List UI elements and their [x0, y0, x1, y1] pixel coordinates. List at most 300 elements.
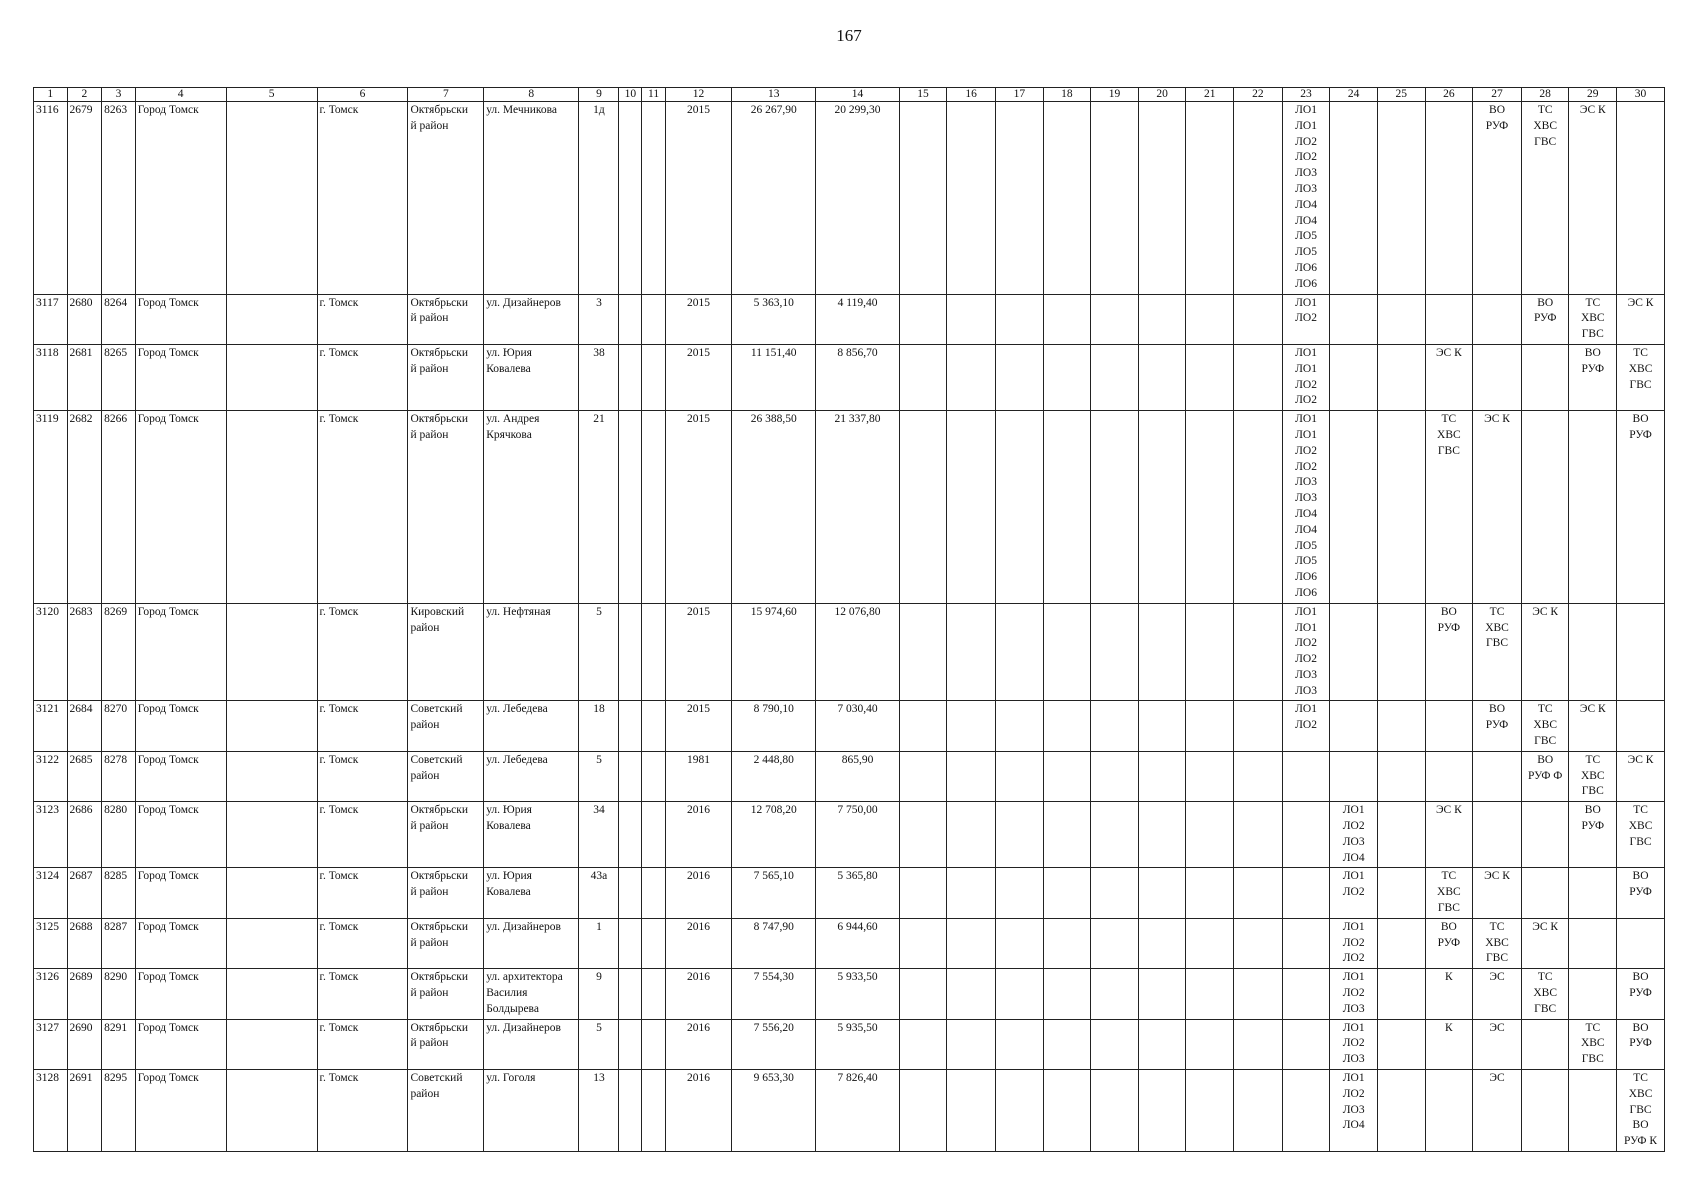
- cell-text: 2686: [69, 804, 93, 817]
- cell-text: 2689: [69, 971, 93, 984]
- table-cell-col-6: [317, 344, 408, 410]
- table-cell-col-23: [1282, 603, 1330, 701]
- cell-text: ЭС: [1489, 1072, 1505, 1085]
- table-cell-col-21: [1186, 701, 1234, 751]
- table-cell-col-20: [1138, 918, 1186, 968]
- table-cell-col-11: [642, 969, 666, 1019]
- table-cell-col-16: [947, 102, 996, 295]
- table-cell-col-20: [1138, 411, 1186, 604]
- table-cell-col-19: [1091, 1070, 1139, 1152]
- table-cell-col-17: [996, 1070, 1044, 1152]
- table-cell-col-9: [579, 701, 619, 751]
- cell-text: 3124: [36, 870, 59, 883]
- table-cell-col-16: [947, 969, 996, 1019]
- cell-text: 12 076,80: [834, 605, 881, 618]
- table-cell-col-15: [899, 294, 947, 344]
- table-cell-col-2: [67, 1070, 102, 1152]
- column-header: 19: [1091, 88, 1139, 102]
- table-cell-col-5: [226, 102, 317, 295]
- table-cell-col-5: [226, 344, 317, 410]
- table-cell-col-18: [1043, 969, 1091, 1019]
- cell-text: ул. Юрия Ковалева: [486, 346, 532, 375]
- table-cell-col-21: [1186, 868, 1234, 918]
- table-cell-col-24: [1330, 294, 1378, 344]
- table-cell-col-9: [579, 751, 619, 801]
- cell-text: ЛО1 ЛО1 ЛО2 ЛО2 ЛО3 ЛО3 ЛО4 ЛО4 ЛО5 ЛО5 ЛО6 ЛО6: [1295, 104, 1317, 290]
- table-cell-col-1: [34, 969, 68, 1019]
- table-cell-col-18: [1043, 294, 1091, 344]
- table-cell-col-17: [996, 603, 1044, 701]
- cell-text: 21: [593, 413, 605, 426]
- cell-text: ЭС: [1489, 971, 1505, 984]
- cell-text: К: [1445, 971, 1453, 984]
- table-cell-col-4: [135, 294, 226, 344]
- table-cell-col-19: [1091, 751, 1139, 801]
- column-header: 9: [579, 88, 619, 102]
- cell-text: г. Томск: [319, 346, 359, 359]
- cell-text: 3123: [36, 804, 59, 817]
- table-cell-col-15: [899, 868, 947, 918]
- table-cell-col-14: [816, 1070, 899, 1152]
- table-cell-col-3: [102, 751, 136, 801]
- table-cell-col-14: [816, 701, 899, 751]
- cell-text: 11 151,40: [750, 346, 797, 359]
- table-cell-col-26: [1425, 868, 1473, 918]
- table-cell-col-13: [731, 603, 815, 701]
- table-cell-col-17: [996, 751, 1044, 801]
- table-cell-col-4: [135, 102, 226, 295]
- table-cell-col-10: [619, 1019, 642, 1069]
- cell-text: Октябрьски й район: [410, 920, 469, 949]
- table-cell-col-15: [899, 603, 947, 701]
- table-cell-col-18: [1043, 918, 1091, 968]
- cell-text: ЭС К: [1627, 753, 1654, 766]
- cell-text: Город Томск: [137, 1072, 199, 1085]
- column-header: 8: [484, 88, 579, 102]
- table-cell-col-15: [899, 802, 947, 868]
- table-cell-col-30: [1617, 868, 1665, 918]
- cell-text: Город Томск: [137, 971, 199, 984]
- table-cell-col-22: [1234, 344, 1283, 410]
- table-cell-col-10: [619, 294, 642, 344]
- table-cell-col-15: [899, 1019, 947, 1069]
- cell-text: 2016: [686, 870, 710, 883]
- table-cell-col-23: [1282, 1019, 1330, 1069]
- register-body: [34, 102, 1665, 1152]
- table-cell-col-7: [408, 802, 484, 868]
- table-cell-col-24: [1330, 603, 1378, 701]
- cell-text: 3126: [36, 971, 59, 984]
- table-cell-col-17: [996, 802, 1044, 868]
- cell-text: Город Томск: [137, 920, 199, 933]
- table-cell-col-17: [996, 969, 1044, 1019]
- table-cell-col-3: [102, 294, 136, 344]
- table-cell-col-1: [34, 603, 68, 701]
- table-cell-col-28: [1521, 411, 1569, 604]
- table-cell-col-19: [1091, 294, 1139, 344]
- table-cell-col-16: [947, 802, 996, 868]
- cell-text: ВО РУФ: [1485, 104, 1509, 132]
- table-cell-col-6: [317, 294, 408, 344]
- table-cell-col-25: [1377, 701, 1425, 751]
- table-cell-col-6: [317, 102, 408, 295]
- table-cell-col-17: [996, 701, 1044, 751]
- table-cell-col-8: [484, 344, 579, 410]
- table-cell-col-2: [67, 918, 102, 968]
- table-cell-col-17: [996, 868, 1044, 918]
- housing-register-table: [33, 87, 1665, 1152]
- table-cell-col-10: [619, 701, 642, 751]
- cell-text: Город Томск: [137, 870, 199, 883]
- table-cell-col-29: [1569, 1019, 1617, 1069]
- table-cell-col-10: [619, 344, 642, 410]
- cell-text: 3: [596, 296, 602, 309]
- table-cell-col-8: [484, 868, 579, 918]
- table-cell-col-14: [816, 411, 899, 604]
- table-cell-col-10: [619, 868, 642, 918]
- table-cell-col-7: [408, 411, 484, 604]
- table-cell-col-3: [102, 918, 136, 968]
- table-cell-col-1: [34, 102, 68, 295]
- cell-text: 8295: [104, 1072, 128, 1085]
- cell-text: Октябрьски й район: [410, 104, 469, 132]
- table-cell-col-11: [642, 1019, 666, 1069]
- cell-text: ВО РУФ: [1437, 920, 1461, 949]
- table-cell-col-8: [484, 1070, 579, 1152]
- table-cell-col-4: [135, 701, 226, 751]
- table-cell-col-9: [579, 868, 619, 918]
- table-cell-col-13: [731, 344, 815, 410]
- table-cell-col-2: [67, 102, 102, 295]
- table-cell-col-24: [1330, 102, 1378, 295]
- cell-text: Город Томск: [137, 804, 199, 817]
- cell-text: ЛО1 ЛО2 ЛО2: [1342, 920, 1365, 965]
- table-cell-col-10: [619, 802, 642, 868]
- cell-text: 8269: [104, 605, 128, 618]
- table-cell-col-14: [816, 751, 899, 801]
- column-header: 27: [1473, 88, 1522, 102]
- table-cell-col-17: [996, 294, 1044, 344]
- cell-text: 1: [596, 920, 602, 933]
- table-cell-col-27: [1473, 102, 1522, 295]
- table-cell-col-22: [1234, 918, 1283, 968]
- table-row: [34, 918, 1665, 968]
- table-cell-col-6: [317, 918, 408, 968]
- table-cell-col-5: [226, 751, 317, 801]
- cell-text: 8266: [104, 413, 128, 426]
- cell-text: 7 826,40: [837, 1072, 878, 1085]
- table-cell-col-16: [947, 294, 996, 344]
- table-cell-col-22: [1234, 603, 1283, 701]
- table-cell-col-5: [226, 868, 317, 918]
- table-row: [34, 603, 1665, 701]
- cell-text: Советский район: [410, 1072, 463, 1100]
- cell-text: Советский район: [410, 753, 463, 782]
- table-cell-col-20: [1138, 751, 1186, 801]
- cell-text: 5 365,80: [837, 870, 878, 883]
- table-cell-col-30: [1617, 969, 1665, 1019]
- cell-text: ЭС К: [1484, 413, 1510, 426]
- cell-text: ул. Дизайнеров: [486, 296, 561, 309]
- table-cell-col-17: [996, 918, 1044, 968]
- table-cell-col-3: [102, 411, 136, 604]
- table-cell-col-12: [665, 969, 731, 1019]
- table-row: [34, 969, 1665, 1019]
- table-cell-col-11: [642, 411, 666, 604]
- table-cell-col-28: [1521, 1019, 1569, 1069]
- table-cell-col-1: [34, 411, 68, 604]
- table-cell-col-6: [317, 868, 408, 918]
- cell-text: 7 750,00: [837, 804, 878, 817]
- table-cell-col-29: [1569, 969, 1617, 1019]
- table-cell-col-27: [1473, 802, 1522, 868]
- cell-text: 4 119,40: [837, 296, 878, 309]
- cell-text: 2680: [69, 296, 93, 309]
- table-cell-col-18: [1043, 868, 1091, 918]
- cell-text: ул. Гоголя: [486, 1072, 536, 1085]
- cell-text: 5: [596, 1021, 602, 1034]
- table-cell-col-20: [1138, 603, 1186, 701]
- cell-text: 3117: [36, 296, 59, 309]
- table-cell-col-26: [1425, 294, 1473, 344]
- cell-text: ЛО1 ЛО2 ЛО3: [1342, 1021, 1365, 1066]
- table-cell-col-11: [642, 918, 666, 968]
- column-header: 26: [1425, 88, 1473, 102]
- table-cell-col-25: [1377, 344, 1425, 410]
- cell-text: ЭС: [1489, 1021, 1505, 1034]
- column-header: 14: [816, 88, 899, 102]
- cell-text: ТС ХВС ГВС: [1485, 920, 1509, 965]
- table-cell-col-27: [1473, 294, 1522, 344]
- table-cell-col-4: [135, 918, 226, 968]
- table-cell-col-13: [731, 918, 815, 968]
- cell-text: 8263: [104, 104, 128, 116]
- cell-text: г. Томск: [319, 703, 359, 716]
- table-cell-col-23: [1282, 701, 1330, 751]
- table-cell-col-8: [484, 411, 579, 604]
- table-cell-col-16: [947, 868, 996, 918]
- table-cell-col-13: [731, 1019, 815, 1069]
- cell-text: 5 363,10: [753, 296, 794, 309]
- table-cell-col-25: [1377, 751, 1425, 801]
- table-cell-col-13: [731, 411, 815, 604]
- table-cell-col-3: [102, 102, 136, 295]
- table-cell-col-1: [34, 1070, 68, 1152]
- cell-text: ЭС К: [1532, 605, 1559, 618]
- table-cell-col-19: [1091, 701, 1139, 751]
- table-cell-col-30: [1617, 1070, 1665, 1152]
- cell-text: ТС ХВС ГВС: [1628, 804, 1653, 848]
- column-header: 10: [619, 88, 642, 102]
- table-row: [34, 102, 1665, 295]
- table-cell-col-11: [642, 868, 666, 918]
- table-cell-col-6: [317, 1070, 408, 1152]
- table-cell-col-18: [1043, 751, 1091, 801]
- cell-text: ТС ХВС ГВС: [1485, 605, 1509, 650]
- table-cell-col-29: [1569, 751, 1617, 801]
- cell-text: 2 448,80: [753, 753, 794, 766]
- column-header: 2: [67, 88, 102, 102]
- table-cell-col-23: [1282, 918, 1330, 968]
- table-cell-col-10: [619, 411, 642, 604]
- table-cell-col-6: [317, 411, 408, 604]
- table-cell-col-7: [408, 102, 484, 295]
- column-header: 5: [226, 88, 317, 102]
- table-cell-col-24: [1330, 1070, 1378, 1152]
- cell-text: ВО РУФ: [1485, 703, 1509, 732]
- table-cell-col-21: [1186, 751, 1234, 801]
- table-cell-col-26: [1425, 969, 1473, 1019]
- table-cell-col-14: [816, 344, 899, 410]
- table-cell-col-11: [642, 1070, 666, 1152]
- cell-text: ТС ХВС ГВС: [1437, 870, 1461, 915]
- cell-text: ЭС К: [1532, 920, 1559, 933]
- table-cell-col-14: [816, 918, 899, 968]
- table-cell-col-4: [135, 344, 226, 410]
- table-cell-col-20: [1138, 802, 1186, 868]
- cell-text: ВО РУФ: [1629, 971, 1652, 1000]
- table-cell-col-19: [1091, 102, 1139, 295]
- cell-text: 2684: [69, 703, 93, 716]
- table-cell-col-23: [1282, 294, 1330, 344]
- cell-text: 26 388,50: [750, 413, 797, 426]
- cell-text: Город Томск: [137, 296, 199, 309]
- cell-text: ТС ХВС ГВС: [1580, 1021, 1605, 1066]
- table-cell-col-26: [1425, 1070, 1473, 1152]
- cell-text: ул. архитектора Василия Болдырева: [486, 971, 563, 1015]
- cell-text: Октябрьски й район: [410, 346, 469, 375]
- table-cell-col-19: [1091, 603, 1139, 701]
- cell-text: ул. Нефтяная: [486, 605, 551, 618]
- table-cell-col-25: [1377, 868, 1425, 918]
- table-cell-col-27: [1473, 751, 1522, 801]
- table-cell-col-14: [816, 102, 899, 295]
- table-cell-col-14: [816, 294, 899, 344]
- table-cell-col-22: [1234, 411, 1283, 604]
- table-cell-col-4: [135, 411, 226, 604]
- table-cell-col-13: [731, 751, 815, 801]
- table-cell-col-14: [816, 603, 899, 701]
- cell-text: ЭС К: [1579, 104, 1606, 116]
- table-cell-col-29: [1569, 294, 1617, 344]
- table-cell-col-12: [665, 603, 731, 701]
- table-cell-col-29: [1569, 868, 1617, 918]
- cell-text: ЛО1 ЛО1 ЛО2 ЛО2 ЛО3 ЛО3 ЛО4 ЛО4 ЛО5 ЛО5 ЛО6 ЛО6: [1295, 413, 1317, 599]
- cell-text: 2691: [69, 1072, 93, 1085]
- table-cell-col-16: [947, 751, 996, 801]
- cell-text: 2681: [69, 346, 93, 359]
- table-cell-col-13: [731, 102, 815, 295]
- table-cell-col-23: [1282, 411, 1330, 604]
- table-cell-col-13: [731, 294, 815, 344]
- table-cell-col-12: [665, 701, 731, 751]
- table-cell-col-30: [1617, 751, 1665, 801]
- table-cell-col-21: [1186, 1070, 1234, 1152]
- table-cell-col-28: [1521, 751, 1569, 801]
- cell-text: Город Томск: [137, 703, 199, 716]
- cell-text: 8265: [104, 346, 128, 359]
- table-row: [34, 1019, 1665, 1069]
- table-cell-col-18: [1043, 102, 1091, 295]
- table-cell-col-3: [102, 701, 136, 751]
- cell-text: ЛО1 ЛО2: [1295, 296, 1317, 325]
- cell-text: ЛО1 ЛО2 ЛО3 ЛО4: [1342, 804, 1365, 864]
- column-header: 20: [1138, 88, 1186, 102]
- table-cell-col-30: [1617, 1019, 1665, 1069]
- table-cell-col-8: [484, 294, 579, 344]
- table-cell-col-29: [1569, 344, 1617, 410]
- table-cell-col-3: [102, 603, 136, 701]
- table-cell-col-25: [1377, 102, 1425, 295]
- cell-text: ТС ХВС ГВС: [1533, 104, 1557, 148]
- table-cell-col-25: [1377, 802, 1425, 868]
- cell-text: ЭС К: [1579, 703, 1606, 716]
- table-cell-col-27: [1473, 344, 1522, 410]
- table-cell-col-30: [1617, 411, 1665, 604]
- cell-text: 2016: [686, 804, 710, 817]
- table-cell-col-20: [1138, 868, 1186, 918]
- cell-text: 2016: [686, 920, 710, 933]
- table-cell-col-24: [1330, 411, 1378, 604]
- cell-text: г. Томск: [319, 920, 359, 933]
- table-cell-col-4: [135, 1019, 226, 1069]
- cell-text: 7 554,30: [753, 971, 794, 984]
- table-cell-col-30: [1617, 102, 1665, 295]
- table-cell-col-22: [1234, 701, 1283, 751]
- table-cell-col-19: [1091, 802, 1139, 868]
- table-cell-col-21: [1186, 1019, 1234, 1069]
- table-cell-col-30: [1617, 701, 1665, 751]
- cell-text: ул. Юрия Ковалева: [486, 804, 532, 833]
- table-cell-col-6: [317, 603, 408, 701]
- table-cell-col-29: [1569, 918, 1617, 968]
- table-cell-col-5: [226, 603, 317, 701]
- table-cell-col-27: [1473, 701, 1522, 751]
- cell-text: 8290: [104, 971, 128, 984]
- table-cell-col-16: [947, 918, 996, 968]
- table-cell-col-28: [1521, 969, 1569, 1019]
- table-cell-col-25: [1377, 1019, 1425, 1069]
- table-cell-col-12: [665, 1070, 731, 1152]
- cell-text: Октябрьски й район: [410, 804, 469, 833]
- table-cell-col-19: [1091, 918, 1139, 968]
- table-cell-col-23: [1282, 969, 1330, 1019]
- table-cell-col-7: [408, 1070, 484, 1152]
- cell-text: 1д: [593, 104, 605, 116]
- table-cell-col-16: [947, 603, 996, 701]
- table-cell-col-28: [1521, 294, 1569, 344]
- table-cell-col-26: [1425, 411, 1473, 604]
- cell-text: г. Томск: [319, 971, 359, 984]
- table-cell-col-27: [1473, 1070, 1522, 1152]
- table-cell-col-22: [1234, 868, 1283, 918]
- table-row: [34, 751, 1665, 801]
- table-cell-col-16: [947, 411, 996, 604]
- table-cell-col-24: [1330, 701, 1378, 751]
- table-cell-col-22: [1234, 294, 1283, 344]
- table-cell-col-13: [731, 701, 815, 751]
- cell-text: г. Томск: [319, 605, 359, 618]
- table-cell-col-22: [1234, 102, 1283, 295]
- table-cell-col-7: [408, 344, 484, 410]
- table-cell-col-9: [579, 411, 619, 604]
- table-cell-col-3: [102, 802, 136, 868]
- table-cell-col-1: [34, 802, 68, 868]
- cell-text: Город Томск: [137, 413, 199, 426]
- cell-text: 13: [593, 1072, 605, 1085]
- table-cell-col-15: [899, 102, 947, 295]
- table-cell-col-7: [408, 969, 484, 1019]
